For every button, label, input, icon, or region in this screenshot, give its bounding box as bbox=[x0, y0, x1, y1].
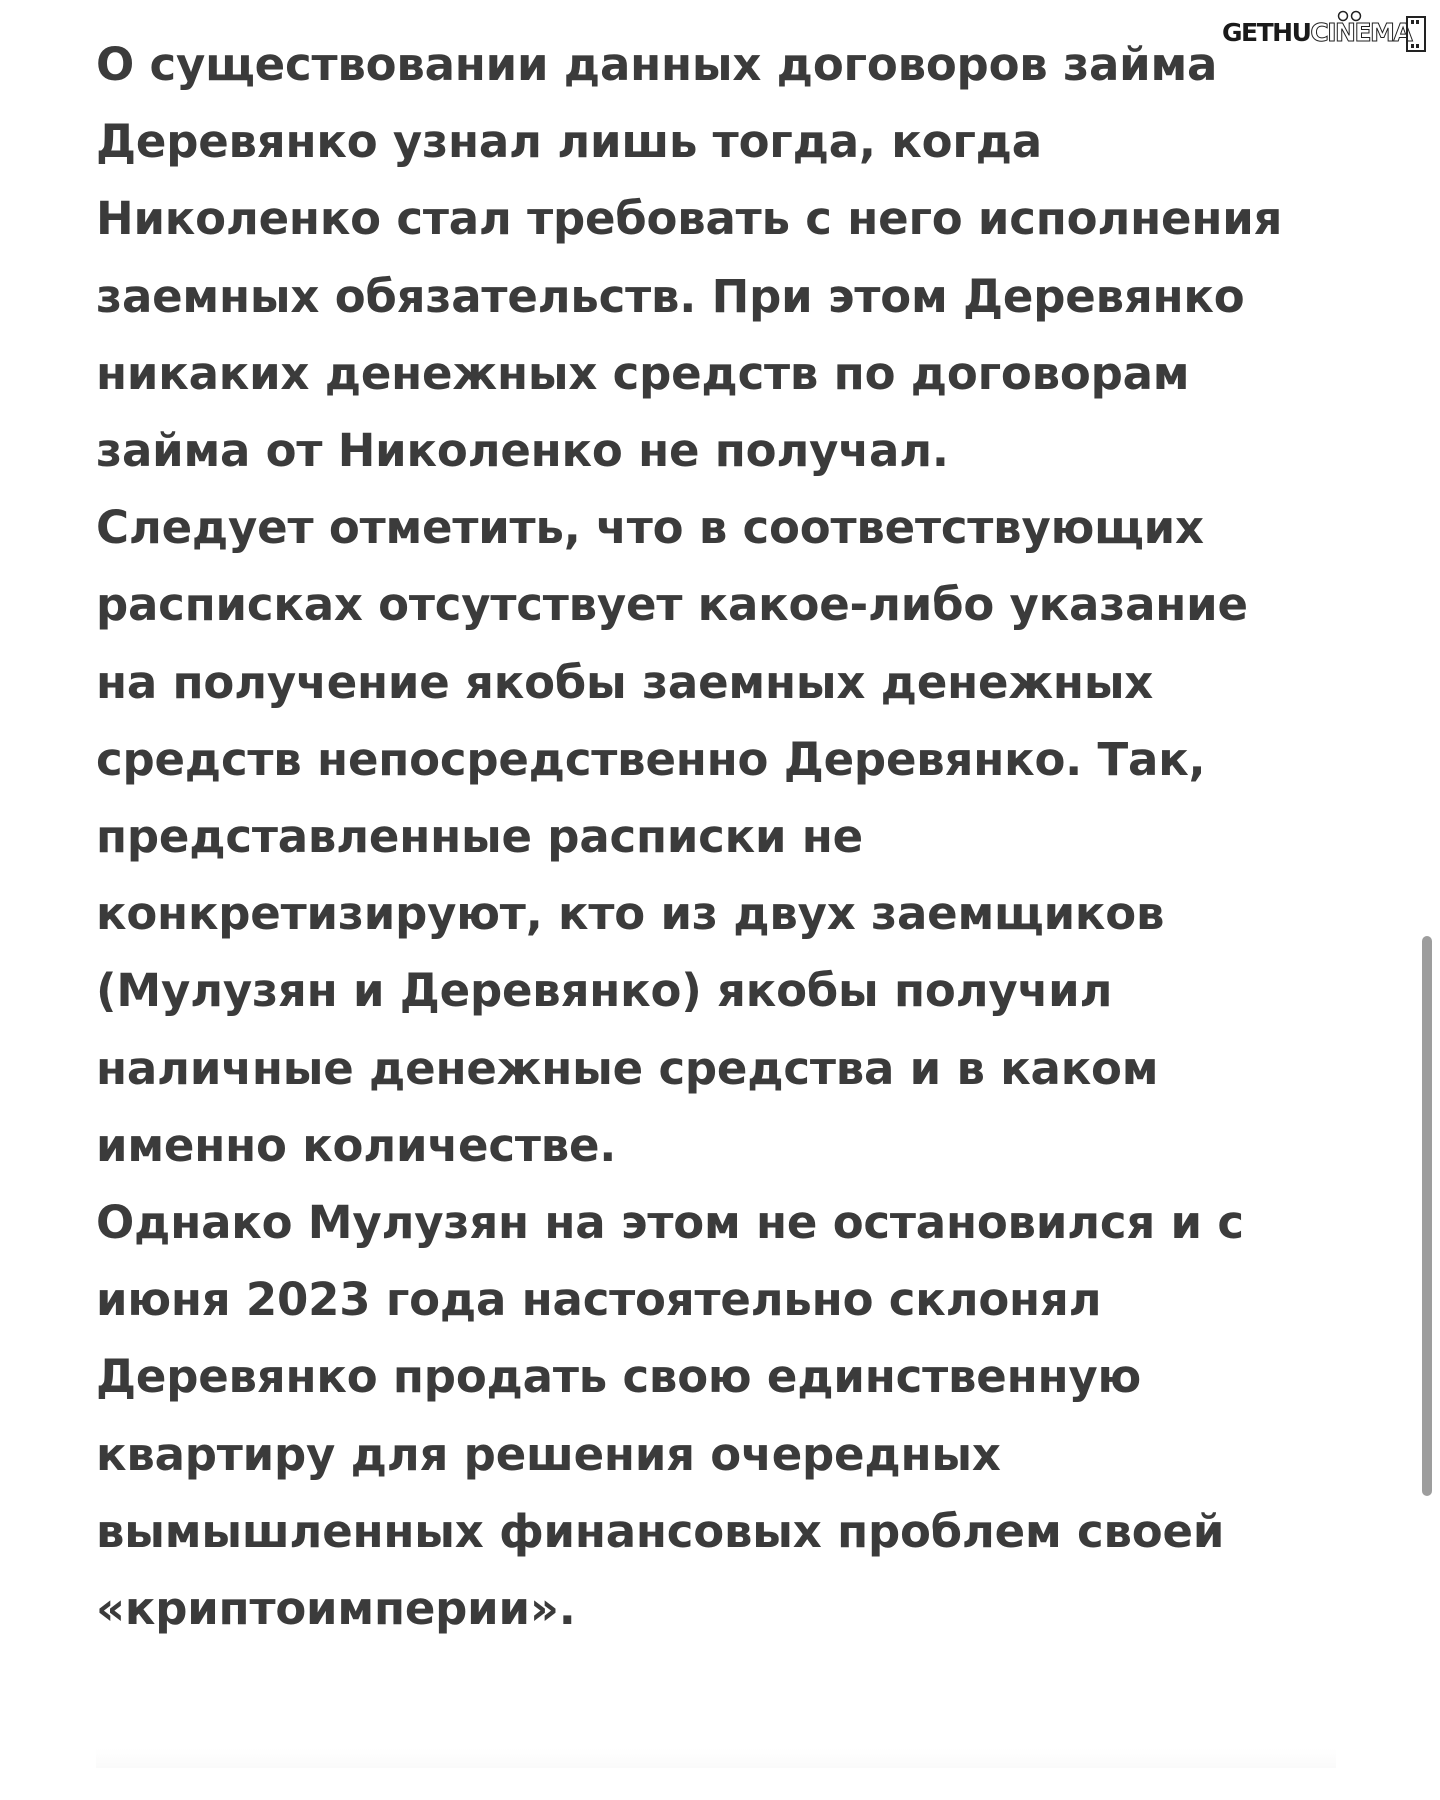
article-line: конкретизируют, кто из двух заемщиков bbox=[96, 887, 1165, 941]
watermark-brand-part2: CINEMA bbox=[1310, 18, 1412, 47]
article-line: представленные расписки не bbox=[96, 810, 864, 864]
article-line: вымышленных финансовых проблем своей bbox=[96, 1504, 1225, 1558]
article-line: (Мулузян и Деревянко) якобы получил bbox=[96, 964, 1113, 1018]
article-line: Деревянко продать свою единственную bbox=[96, 1350, 1142, 1404]
article-line: заемных обязательств. При этом Деревянко bbox=[96, 269, 1245, 323]
article-line: займа от Николенко не получал. bbox=[96, 424, 949, 478]
watermark-logo bbox=[1222, 10, 1434, 54]
article-line: никаких денежных средств по договорам bbox=[96, 346, 1190, 400]
watermark-brand-part1: GETHU bbox=[1222, 18, 1311, 47]
article-line: на получение якобы заемных денежных bbox=[96, 655, 1154, 709]
article-line: «криптоимперии». bbox=[96, 1582, 576, 1636]
film-strip-icon bbox=[1406, 16, 1426, 52]
article-line: наличные денежные средства и в каком bbox=[96, 1041, 1159, 1095]
article-line: квартиру для решения очередных bbox=[96, 1427, 1001, 1481]
article-line: средств непосредственно Деревянко. Так, bbox=[96, 732, 1206, 786]
article-line: Следует отметить, что в соответствующих bbox=[96, 501, 1204, 555]
article-line: июня 2023 года настоятельно склонял bbox=[96, 1273, 1102, 1327]
article-line: О существовании данных договоров займа bbox=[96, 38, 1218, 91]
article-line: Однако Мулузян на этом не остановился и с bbox=[96, 1196, 1244, 1250]
article-line: Деревянко узнал лишь тогда, когда bbox=[96, 115, 1042, 169]
vertical-scrollbar[interactable] bbox=[1422, 936, 1432, 1496]
article-line: расписках отсутствует какое-либо указание bbox=[96, 578, 1248, 632]
article-line: именно количестве. bbox=[96, 1118, 617, 1172]
watermark-text bbox=[1222, 18, 1411, 47]
article-line: Николенко стал требовать с него исполнения bbox=[96, 192, 1283, 246]
bottom-divider bbox=[96, 1748, 1336, 1768]
article-body bbox=[96, 26, 1356, 1647]
